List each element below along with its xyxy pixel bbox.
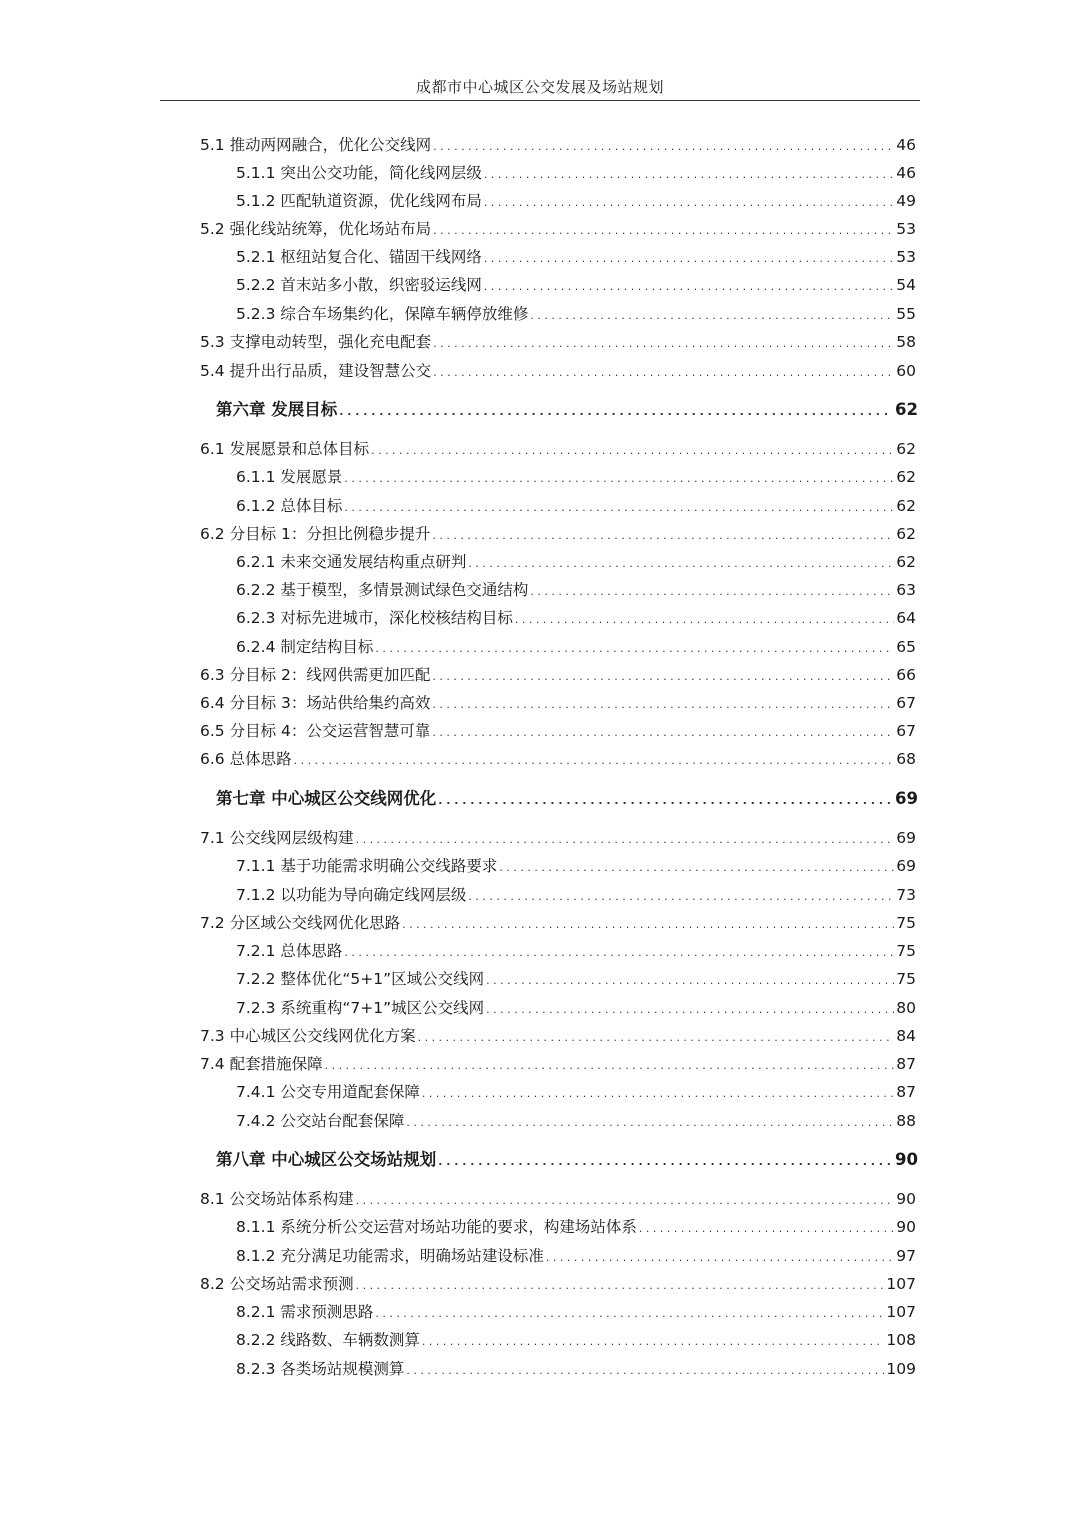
toc-page-number: 69 xyxy=(895,789,918,808)
toc-page-number: 64 xyxy=(896,609,916,627)
toc-page-number: 109 xyxy=(886,1360,916,1378)
toc-entry-label: 8.1 公交场站体系构建 xyxy=(200,1190,354,1208)
toc-leader-dots xyxy=(484,163,894,187)
toc-page-number: 75 xyxy=(896,970,916,988)
toc-page-number: 60 xyxy=(896,362,916,380)
toc-page-number: 62 xyxy=(896,497,916,515)
toc-page-number: 67 xyxy=(896,694,916,712)
toc-page-number: 69 xyxy=(896,829,916,847)
toc-page-number: 88 xyxy=(896,1112,916,1130)
toc-entry-label: 6.1.1 发展愿景 xyxy=(236,468,343,486)
toc-entry-label: 7.2.1 总体思路 xyxy=(236,942,343,960)
toc-page-number: 55 xyxy=(896,305,916,323)
toc-entry[interactable] xyxy=(200,217,916,241)
toc-page-number: 75 xyxy=(896,914,916,932)
toc-leader-dots xyxy=(433,135,894,159)
toc-entry[interactable] xyxy=(236,302,916,326)
toc-entry[interactable] xyxy=(236,189,916,213)
toc-page-number: 62 xyxy=(895,400,918,419)
toc-leader-dots xyxy=(432,721,894,745)
toc-entry-label: 8.2.2 线路数、车辆数测算 xyxy=(236,1331,420,1349)
toc-page-number: 49 xyxy=(896,192,916,210)
toc-entry[interactable] xyxy=(236,606,916,630)
toc-entry[interactable] xyxy=(236,635,916,659)
toc-entry-label: 6.2.3 对标先进城市，深化校核结构目标 xyxy=(236,609,513,627)
toc-page-number: 62 xyxy=(896,440,916,458)
toc-entry-label: 7.2 分区域公交线网优化思路 xyxy=(200,914,401,932)
toc-entry[interactable] xyxy=(236,465,916,489)
toc-entry[interactable] xyxy=(200,691,916,715)
toc-leader-dots xyxy=(468,885,894,909)
toc-leader-dots xyxy=(344,941,894,965)
toc-leader-dots xyxy=(371,439,894,463)
toc-entry-label: 5.1.2 匹配轨道资源，优化线网布局 xyxy=(236,192,482,210)
toc-entry[interactable] xyxy=(236,1328,916,1352)
toc-entry-label: 5.2 强化线站统筹，优化场站布局 xyxy=(200,220,432,238)
toc-entry[interactable] xyxy=(236,1357,916,1381)
toc-entry[interactable] xyxy=(236,939,916,963)
toc-page-number: 87 xyxy=(896,1055,916,1073)
toc-leader-dots xyxy=(402,913,894,937)
toc-page-number: 54 xyxy=(896,276,916,294)
toc-leader-dots xyxy=(433,219,894,243)
toc-entry-label: 6.2.2 基于模型，多情景测试绿色交通结构 xyxy=(236,581,529,599)
toc-leader-dots xyxy=(344,467,894,491)
toc-page-number: 90 xyxy=(896,1190,916,1208)
toc-entry-label: 7.4.1 公交专用道配套保障 xyxy=(236,1083,420,1101)
toc-entry[interactable] xyxy=(200,1187,916,1211)
toc-page-number: 90 xyxy=(896,1218,916,1236)
header-divider xyxy=(160,100,920,101)
toc-entry[interactable] xyxy=(236,1300,916,1324)
toc-leader-dots xyxy=(325,1054,895,1078)
toc-entry[interactable] xyxy=(236,996,916,1020)
toc-page-number: 107 xyxy=(886,1275,916,1293)
toc-leader-dots xyxy=(375,1302,884,1326)
toc-page-number: 80 xyxy=(896,999,916,1017)
toc-page-number: 73 xyxy=(896,886,916,904)
toc-leader-dots xyxy=(422,1082,894,1106)
toc-leader-dots xyxy=(486,969,894,993)
toc-leader-dots xyxy=(484,275,894,299)
toc-page-number: 62 xyxy=(896,468,916,486)
toc-entry-label: 8.1.1 系统分析公交运营对场站功能的要求，构建场站体系 xyxy=(236,1218,637,1236)
toc-entry-label: 6.1 发展愿景和总体目标 xyxy=(200,440,370,458)
toc-page-number: 69 xyxy=(896,857,916,875)
toc-entry[interactable] xyxy=(236,161,916,185)
toc-page-number: 62 xyxy=(896,525,916,543)
toc-leader-dots xyxy=(339,400,893,424)
toc-leader-dots xyxy=(356,828,895,852)
toc-entry-label: 7.1.2 以功能为导向确定线网层级 xyxy=(236,886,467,904)
toc-leader-dots xyxy=(438,789,893,813)
toc-entry[interactable] xyxy=(200,826,916,850)
toc-page-number: 67 xyxy=(896,722,916,740)
toc-entry-label: 5.2.2 首末站多小散，织密驳运线网 xyxy=(236,276,482,294)
toc-leader-dots xyxy=(422,1330,885,1354)
toc-leader-dots xyxy=(499,856,894,880)
toc-leader-dots xyxy=(432,693,894,717)
toc-entry-label: 5.2.1 枢纽站复合化、锚固干线网络 xyxy=(236,248,482,266)
toc-entry[interactable] xyxy=(200,1024,916,1048)
toc-entry[interactable] xyxy=(236,494,916,518)
toc-entry-label: 6.3 分目标 2：线网供需更加匹配 xyxy=(200,666,431,684)
toc-entry-label: 8.2 公交场站需求预测 xyxy=(200,1275,354,1293)
toc-entry-label: 6.2 分目标 1：分担比例稳步提升 xyxy=(200,525,431,543)
toc-page-number: 53 xyxy=(896,220,916,238)
toc-entry[interactable] xyxy=(200,663,916,687)
toc-entry-label: 5.1.1 突出公交功能，简化线网层级 xyxy=(236,164,482,182)
toc-entry-label: 6.4 分目标 3：场站供给集约高效 xyxy=(200,694,431,712)
toc-entry-label: 7.2.2 整体优化“5+1”区域公交线网 xyxy=(236,970,485,988)
toc-entry[interactable] xyxy=(236,967,916,991)
toc-page-number: 53 xyxy=(896,248,916,266)
toc-entry[interactable] xyxy=(236,1215,916,1239)
toc-page-number: 46 xyxy=(896,164,916,182)
toc-entry[interactable] xyxy=(200,719,916,743)
toc-entry-label: 6.1.2 总体目标 xyxy=(236,497,343,515)
toc-entry-label: 7.2.3 系统重构“7+1”城区公交线网 xyxy=(236,999,485,1017)
toc-entry[interactable] xyxy=(200,522,916,546)
toc-leader-dots xyxy=(418,1026,895,1050)
toc-entry[interactable] xyxy=(200,359,916,383)
toc-entry-label: 6.2.1 未来交通发展结构重点研判 xyxy=(236,553,467,571)
toc-entry[interactable] xyxy=(236,854,916,878)
toc-leader-dots xyxy=(433,332,894,356)
toc-page-number: 46 xyxy=(896,136,916,154)
toc-entry-label: 6.5 分目标 4：公交运营智慧可靠 xyxy=(200,722,431,740)
toc-entry-label: 第八章 中心城区公交场站规划 xyxy=(216,1150,437,1169)
toc-page-number: 68 xyxy=(896,750,916,768)
toc-leader-dots xyxy=(438,1150,893,1174)
toc-leader-dots xyxy=(432,524,894,548)
toc-entry-label: 7.4.2 公交站台配套保障 xyxy=(236,1112,405,1130)
page-header-title: 成都市中心城区公交发展及场站规划 xyxy=(415,78,664,96)
toc-entry[interactable] xyxy=(200,330,916,354)
toc-page-number: 90 xyxy=(895,1150,918,1169)
toc-entry[interactable] xyxy=(236,1244,916,1268)
toc-leader-dots xyxy=(406,1359,884,1383)
toc-entry[interactable] xyxy=(200,1052,916,1076)
toc-entry[interactable] xyxy=(236,245,916,269)
toc-leader-dots xyxy=(484,247,894,271)
toc-entry-label: 8.2.1 需求预测思路 xyxy=(236,1303,374,1321)
toc-page-number: 107 xyxy=(886,1303,916,1321)
toc-leader-dots xyxy=(356,1274,885,1298)
toc-leader-dots xyxy=(530,580,894,604)
toc-entry[interactable] xyxy=(200,747,916,771)
toc-entry-label: 5.1 推动两网融合，优化公交线网 xyxy=(200,136,432,154)
toc-page-number: 97 xyxy=(896,1247,916,1265)
toc-leader-dots xyxy=(294,749,895,773)
toc-leader-dots xyxy=(515,608,894,632)
toc-entry[interactable] xyxy=(200,1272,916,1296)
toc-entry-label: 7.1 公交线网层级构建 xyxy=(200,829,354,847)
toc-leader-dots xyxy=(486,998,894,1022)
toc-page-number: 66 xyxy=(896,666,916,684)
toc-entry[interactable] xyxy=(200,437,916,461)
toc-leader-dots xyxy=(356,1189,895,1213)
toc-entry-label: 第七章 中心城区公交线网优化 xyxy=(216,789,437,808)
toc-leader-dots xyxy=(639,1217,894,1241)
toc-chapter-entry[interactable] xyxy=(216,398,918,422)
toc-page-number: 65 xyxy=(896,638,916,656)
toc-leader-dots xyxy=(344,496,894,520)
toc-entry-label: 8.2.3 各类场站规模测算 xyxy=(236,1360,405,1378)
toc-leader-dots xyxy=(530,304,894,328)
toc-page-number: 63 xyxy=(896,581,916,599)
toc-entry-label: 第六章 发展目标 xyxy=(216,400,338,419)
toc-entry-label: 7.1.1 基于功能需求明确公交线路要求 xyxy=(236,857,498,875)
toc-entry[interactable] xyxy=(236,1080,916,1104)
toc-page-number: 108 xyxy=(886,1331,916,1349)
toc-page-number: 87 xyxy=(896,1083,916,1101)
toc-entry-label: 5.2.3 综合车场集约化，保障车辆停放维修 xyxy=(236,305,529,323)
toc-chapter-entry[interactable] xyxy=(216,787,918,811)
toc-leader-dots xyxy=(375,637,894,661)
toc-leader-dots xyxy=(433,361,894,385)
toc-entry-label: 8.1.2 充分满足功能需求，明确场站建设标准 xyxy=(236,1247,544,1265)
toc-entry[interactable] xyxy=(236,578,916,602)
toc-leader-dots xyxy=(468,552,894,576)
toc-entry-label: 6.2.4 制定结构目标 xyxy=(236,638,374,656)
toc-chapter-entry[interactable] xyxy=(216,1148,918,1172)
toc-entry[interactable] xyxy=(236,1109,916,1133)
toc-page-number: 62 xyxy=(896,553,916,571)
toc-entry-label: 7.3 中心城区公交线网优化方案 xyxy=(200,1027,416,1045)
toc-entry-label: 6.6 总体思路 xyxy=(200,750,292,768)
toc-entry-label: 7.4 配套措施保障 xyxy=(200,1055,323,1073)
toc-entry[interactable] xyxy=(236,883,916,907)
toc-entry[interactable] xyxy=(236,273,916,297)
toc-page-number: 84 xyxy=(896,1027,916,1045)
toc-leader-dots xyxy=(484,191,894,215)
toc-page-number: 58 xyxy=(896,333,916,351)
toc-entry[interactable] xyxy=(200,133,916,157)
toc-entry[interactable] xyxy=(200,911,916,935)
toc-leader-dots xyxy=(546,1246,894,1270)
toc-page-number: 75 xyxy=(896,942,916,960)
toc-entry[interactable] xyxy=(236,550,916,574)
toc-entry-label: 5.3 支撑电动转型，强化充电配套 xyxy=(200,333,432,351)
toc-leader-dots xyxy=(406,1111,894,1135)
toc-leader-dots xyxy=(432,665,894,689)
toc-entry-label: 5.4 提升出行品质，建设智慧公交 xyxy=(200,362,432,380)
